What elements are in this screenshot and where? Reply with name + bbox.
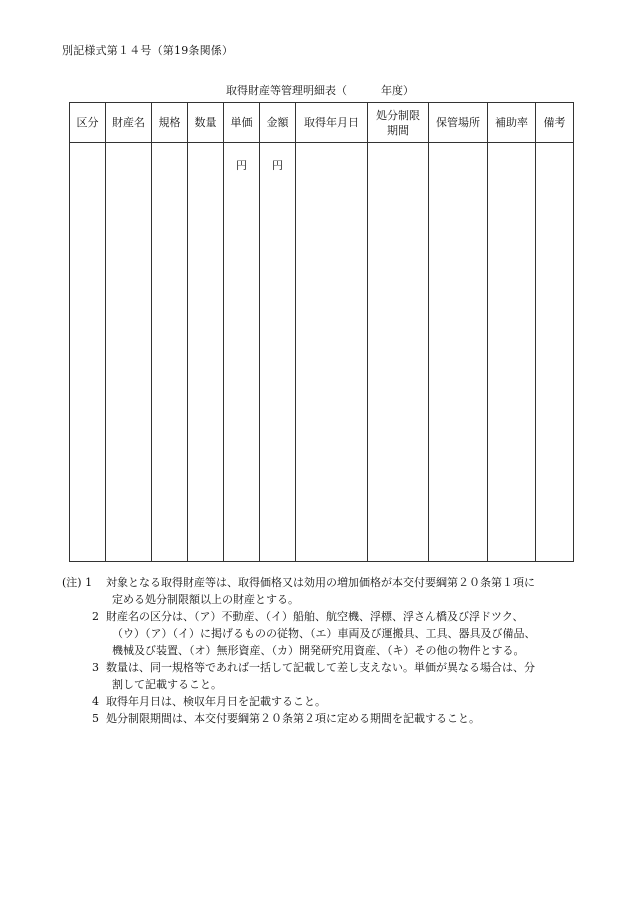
note-item-3 <box>62 659 592 693</box>
table-header-row <box>70 103 574 143</box>
note-text: 取得年月日は、検収年月日を記載すること。 <box>106 695 326 708</box>
table-body-row <box>70 143 574 562</box>
header-unit-price: 単価 <box>224 103 260 143</box>
notes-label: (注) <box>62 576 82 589</box>
cell-category <box>70 143 106 562</box>
note-item-2 <box>62 608 592 659</box>
note-number: 5 <box>92 712 99 725</box>
note-body-1 <box>106 574 592 608</box>
note-text: 機械及び装置、（オ）無形資産、（カ）開発研究用資産、（キ）その他の物件とする。 <box>112 644 525 657</box>
header-disposal-line2: 期間 <box>387 123 409 137</box>
note-number: 3 <box>92 661 99 674</box>
note-text: 処分制限期間は、本交付要綱第２０条第２項に定める期間を記載すること。 <box>106 712 480 725</box>
header-quantity: 数量 <box>188 103 224 143</box>
header-disposal-line1: 処分制限 <box>376 108 420 122</box>
header-remarks: 備考 <box>536 103 574 143</box>
note-lead-2 <box>62 608 106 659</box>
title-main: 取得財産等管理明細表（ <box>226 84 347 97</box>
cell-amount <box>260 143 296 562</box>
header-amount: 金額 <box>260 103 296 143</box>
note-text: 対象となる取得財産等は、取得価格又は効用の増加価格が本交付要綱第２０条第１項に <box>106 576 535 589</box>
cell-specification <box>152 143 188 562</box>
header-subsidy-rate: 補助率 <box>488 103 536 143</box>
note-body-4 <box>106 693 592 710</box>
note-lead-3 <box>62 659 106 693</box>
amount-unit: 円 <box>272 159 283 172</box>
cell-acquisition-date <box>296 143 368 562</box>
cell-unit-price <box>224 143 260 562</box>
note-text: （ウ）（ア）（イ）に掲げるものの従物、（エ）車両及び運搬具、工具、器具及び備品、 <box>112 627 536 640</box>
note-lead-5 <box>62 710 106 727</box>
cell-storage-location <box>429 143 488 562</box>
cell-subsidy-rate <box>488 143 536 562</box>
header-asset-name: 財産名 <box>106 103 152 143</box>
note-text: 数量は、同一規格等であれば一括して記載して差し支えない。単価が異なる場合は、分 <box>106 661 535 674</box>
note-text: 財産名の区分は、（ア）不動産、（イ）船舶、航空機、浮標、浮さん橋及び浮ドツク、 <box>106 610 524 623</box>
note-lead-1 <box>62 574 106 608</box>
unit-price-unit: 円 <box>236 159 247 172</box>
note-number: 1 <box>85 576 93 589</box>
cell-disposal-period <box>368 143 429 562</box>
cell-remarks <box>536 143 574 562</box>
header-disposal-period <box>368 103 429 143</box>
note-item-4 <box>62 693 592 710</box>
title-year-suffix: 年度） <box>381 84 414 97</box>
note-number: 4 <box>92 695 99 708</box>
form-reference: 別記様式第１４号（第19条関係） <box>62 44 234 57</box>
asset-ledger-table <box>69 102 574 562</box>
note-lead-4 <box>62 693 106 710</box>
note-item-1 <box>62 574 592 608</box>
document-title <box>226 82 414 98</box>
note-item-5 <box>62 710 592 727</box>
header-category: 区分 <box>70 103 106 143</box>
note-number: 2 <box>92 610 99 623</box>
note-body-5 <box>106 710 592 727</box>
note-body-2 <box>106 608 592 659</box>
cell-quantity <box>188 143 224 562</box>
header-acquisition-date: 取得年月日 <box>296 103 368 143</box>
header-storage-location: 保管場所 <box>429 103 488 143</box>
note-text: 割して記載すること。 <box>112 678 222 691</box>
header-specification: 規格 <box>152 103 188 143</box>
note-text: 定める処分制限額以上の財産とする。 <box>112 593 299 606</box>
note-body-3 <box>106 659 592 693</box>
cell-asset-name <box>106 143 152 562</box>
notes-section <box>62 574 592 727</box>
